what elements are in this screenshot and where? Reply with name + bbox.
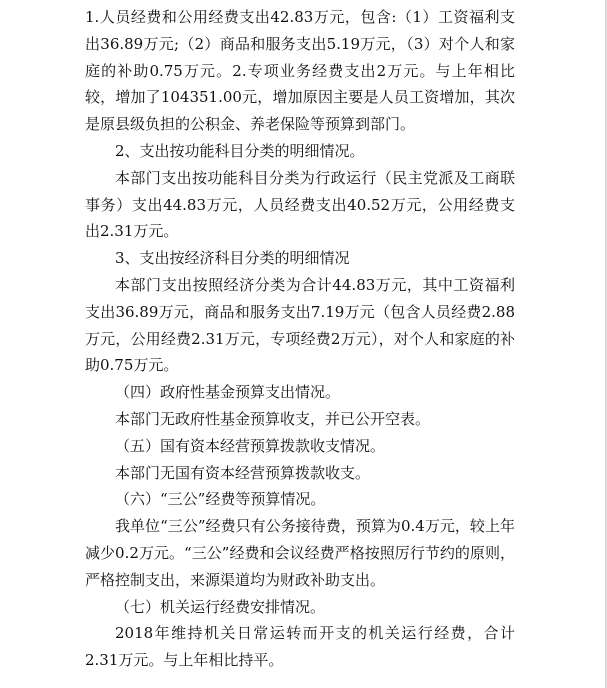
- heading-three-public-expenses: （六）“三公”经费等预算情况。: [115, 490, 326, 509]
- paragraph-economic-classification: 本部门支出按照经济分类为合计44.83万元，其中工资福利支出36.89万元，商品和服务支出7.19万元（包含人员经费2.88万元，公用经费2.31万元，专项经费2万元），对个人和家庭的补助0.75万元。: [85, 275, 515, 375]
- document-body: [85, 4, 515, 674]
- heading-state-capital-budget: （五）国有资本经营预算拨款收支情况。: [115, 436, 386, 455]
- heading-functional-classification: 2、支出按功能科目分类的明细情况。: [115, 141, 365, 160]
- paragraph-personnel-expenses: 1.人员经费和公用经费支出42.83万元，包含:（1）工资福利支出36.89万元;（2）商品和服务支出5.19万元，（3）对个人和家庭的补助0.75万元。2.专项业务经费支出2万元。与上年相比较，增加了104351.00元，增加原因主要是人员工资增加，其次是原县级负担的公积金、养老保险等预算到部门。: [85, 8, 515, 134]
- heading-government-fund-budget: （四）政府性基金预算支出情况。: [115, 383, 341, 402]
- paragraph-functional-classification: 本部门支出按功能科目分类为行政运行（民主党派及工商联事务）支出44.83万元，人员经费支出40.52万元，公用经费支出2.31万元。: [85, 168, 515, 241]
- paragraph-three-public-expenses: 我单位“三公”经费只有公务接待费，预算为0.4万元，较上年减少0.2万元。“三公”经费和会议经费严格按照厉行节约的原则，严格控制支出，来源渠道均为财政补助支出。: [85, 517, 515, 589]
- paragraph-government-fund-budget: 本部门无政府性基金预算收支，并已公开空表。: [115, 409, 431, 428]
- heading-agency-operating-expenses: （七）机关运行经费安排情况。: [115, 597, 326, 616]
- paragraph-agency-operating-expenses: 2018年维持机关日常运转而开支的机关运行经费，合计2.31万元。与上年相比持平。: [85, 624, 515, 670]
- heading-economic-classification: 3、支出按经济科目分类的明细情况: [115, 249, 350, 268]
- paragraph-state-capital-budget: 本部门无国有资本经营预算拨款收支。: [115, 463, 371, 482]
